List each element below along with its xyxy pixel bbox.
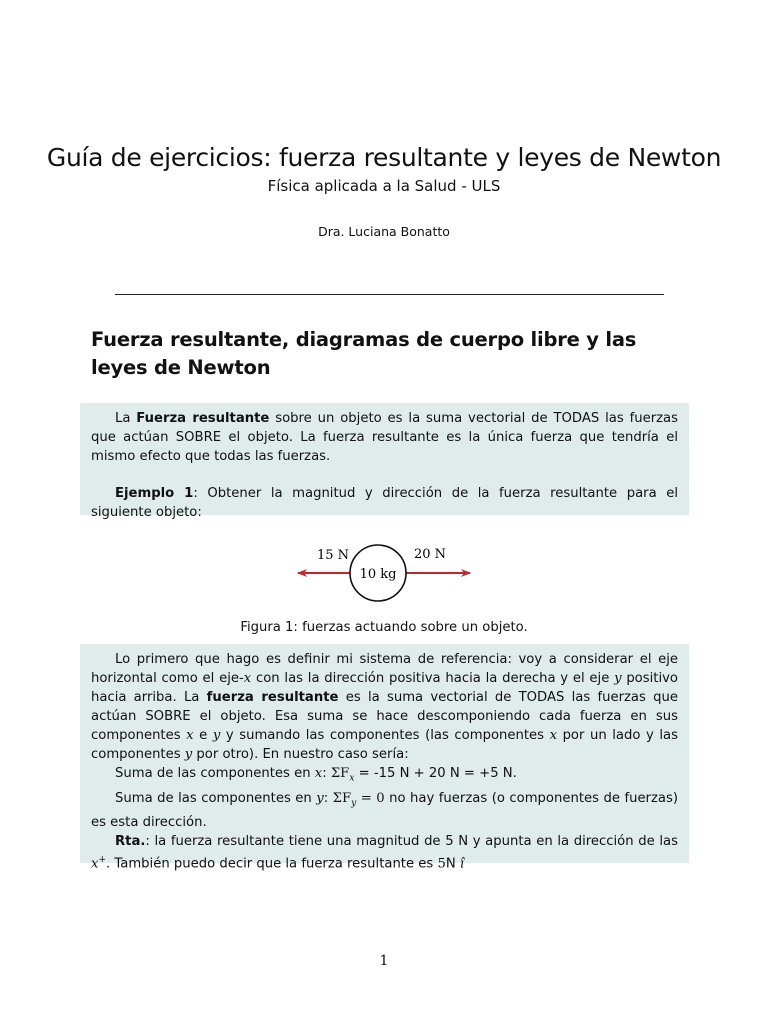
- document-title: Guía de ejercicios: fuerza resultante y leyes de Newton: [46, 143, 722, 172]
- term-fuerza-resultante: Fuerza resultante: [136, 411, 270, 426]
- free-body-diagram: [290, 538, 480, 610]
- page-number: 1: [379, 953, 389, 969]
- document-author: Dra. Luciana Bonatto: [318, 224, 450, 239]
- sum-x-line: Suma de las componentes en x: $\Sigma F_x = -15$ N + 20 N = +5 N.: [115, 766, 517, 784]
- answer-label: Rta.: [115, 834, 146, 850]
- term-fuerza-resultante-2: fuerza resultante: [206, 690, 339, 705]
- example-label: Ejemplo 1: [115, 486, 194, 501]
- figure-caption: Figura 1: fuerzas actuando sobre un objeto.: [240, 620, 528, 635]
- solution-paragraph: Lo primero que hago es definir mi sistema de referencia: voy a considerar el eje horizontal como el eje-x con las la dirección positiva hacia la derecha y el eje y positivo hacia arriba. La fuerza resultante es la suma vectorial de TODAS las fuerzas que actúan SOBRE el objeto. Esa suma se hace descomponiendo cada fuerza en sus componentes x e y y sumando las componentes (las componentes x por un lado y las componentes y por otro). En nuestro caso sería:: [91, 652, 679, 762]
- example-paragraph: Ejemplo 1: Obtener la magnitud y dirección de la fuerza resultante para el siguiente objeto:: [91, 486, 678, 520]
- title-divider: [115, 294, 664, 295]
- definition-paragraph: La Fuerza resultante sobre un objeto es la suma vectorial de TODAS las fuerzas que actúan SOBRE el objeto. La fuerza resultante es la única fuerza que tendría el mismo efecto que todas las fuerzas.: [91, 411, 678, 464]
- document-subtitle: Física aplicada a la Salud - ULS: [267, 177, 501, 195]
- right-force-label: 20 N: [413, 547, 447, 562]
- solution-box: [80, 644, 689, 872]
- definition-box: [80, 403, 689, 520]
- answer-paragraph: Rta.: la fuerza resultante tiene una magnitud de 5 N y apunta en la dirección de las x+. También puedo decir que la fuerza resultante es 5N î: [91, 834, 678, 872]
- mass-label: 10 kg: [359, 567, 397, 582]
- sum-y-line: Suma de las componentes en y: $\Sigma F_y = 0$ no hay fuerzas (o componentes de fuerzas) es esta dirección.: [91, 790, 678, 831]
- left-force-label: 15 N: [316, 548, 350, 563]
- section-heading: Fuerza resultante, diagramas de cuerpo libre y las leyes de Newton: [91, 328, 637, 379]
